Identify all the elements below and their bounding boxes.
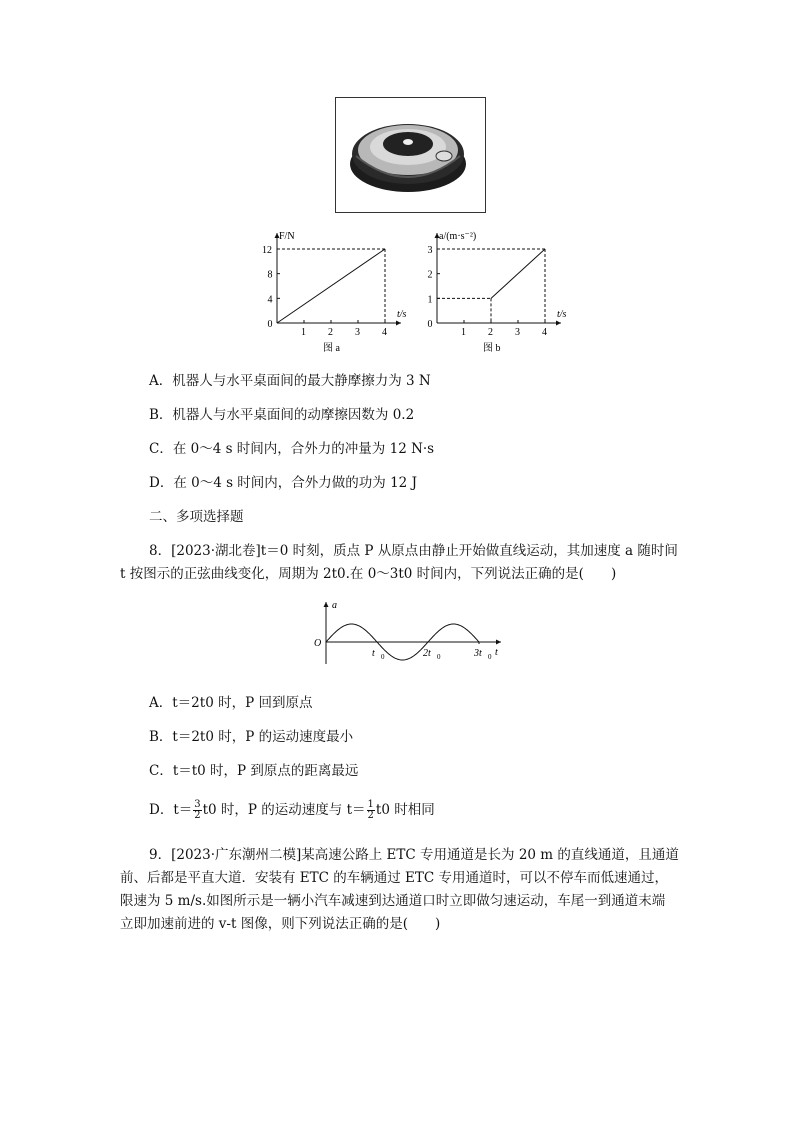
fraction-one-half [367, 800, 375, 821]
q8-option-b: B．t＝2t0 时，P 的运动速度最小 [149, 729, 354, 745]
sine-tick-label-1: t [372, 648, 375, 659]
chart-a-y-tick-label: 12 [262, 245, 272, 256]
q9-line-4: 立即加速前进的 v-t 图像，则下列说法正确的是( ) [120, 916, 441, 932]
chart-b-y-label: a/(m·s⁻²) [439, 231, 477, 242]
q7-option-d: D．在 0～4 s 时间内，合外力做的功为 12 J [149, 475, 417, 491]
chart-b-y-tick-label: 2 [427, 269, 433, 281]
q8-line-2: t 按图示的正弦曲线变化，周期为 2t0.在 0～3t0 时间内，下列说法正确的是( ) [120, 566, 617, 582]
sine-tick-sub-2: 0 [437, 653, 441, 661]
robot-vacuum-image [336, 98, 485, 212]
chart-a-x-tick-label: 4 [382, 327, 387, 338]
sine-tick-sub-3: 0 [488, 653, 492, 661]
chart-a-x-tick-label: 3 [355, 327, 360, 338]
chart-a [255, 228, 415, 358]
q8-d-suffix: t0 时相同 [375, 802, 435, 818]
chart-b-x-arrow [556, 321, 561, 326]
chart-b [415, 228, 575, 358]
section-heading: 二、多项选择题 [149, 509, 244, 525]
chart-a-x-arrow [396, 321, 401, 326]
chart-b-x-tick-label: 2 [488, 327, 493, 338]
chart-a-y-tick-label: 4 [267, 294, 273, 306]
chart-a-y-label: F/N [279, 231, 295, 242]
q9-line-2: 前、后都是平直大道．安装有 ETC 的车辆通过 ETC 专用通道时，可以不停车而低速通过， [120, 870, 669, 886]
sine-tick-label-3: 3t [474, 648, 482, 659]
chart-b-y-tick-label: 1 [427, 294, 433, 306]
chart-b-series-line [491, 249, 545, 298]
chart-a-x-tick-label: 1 [301, 327, 306, 338]
sine-chart [308, 598, 508, 668]
chart-a-x-label: t/s [397, 309, 407, 320]
q8-d-middle: t0 时，P 的运动速度与 t＝ [202, 802, 366, 818]
frac-den: 2 [194, 810, 201, 821]
q8-d-prefix: D．t＝ [149, 802, 193, 818]
frac-num: 3 [194, 799, 201, 810]
q9-line-1: 9．[2023·广东潮州二模]某高速公路上 ETC 专用通道是长为 20 m 的直线通道，且通道 [149, 847, 679, 863]
chart-a-y-tick-label: 8 [267, 269, 273, 281]
sine-x-arrow [496, 640, 501, 645]
frac-den: 2 [367, 810, 374, 821]
sine-y-arrow [324, 602, 329, 607]
chart-a-caption: 图 a [323, 343, 340, 354]
q8-option-c: C．t＝t0 时，P 到原点的距离最远 [149, 763, 359, 779]
sine-tick-sub-1: 0 [381, 653, 385, 661]
fraction-three-halves [193, 800, 201, 821]
chart-a-x-tick-label: 2 [328, 327, 333, 338]
q9-line-3: 限速为 5 m/s.如图所示是一辆小汽车减速到达通道口时立即做匀速运动，车尾一到通道末端 [120, 893, 666, 909]
q8-line-1: 8．[2023·湖北卷]t＝0 时刻，质点 P 从原点由静止开始做直线运动，其加速度 a 随时间 [149, 543, 678, 559]
sine-tick-label-2: 2t [423, 648, 431, 659]
chart-b-x-tick-label: 1 [461, 327, 466, 338]
chart-b-x-label: t/s [557, 309, 567, 320]
chart-b-x-tick-label: 3 [515, 327, 520, 338]
sine-origin-label: O [314, 638, 322, 649]
frac-num: 1 [367, 799, 374, 810]
chart-b-y-tick-label: 3 [427, 245, 433, 256]
q8-option-a: A．t＝2t0 时，P 回到原点 [149, 695, 313, 711]
chart-b-x-tick-label: 4 [542, 327, 547, 338]
q8-option-d [149, 800, 435, 821]
chart-a-series-line [277, 249, 385, 323]
chart-a-y-tick-label: 0 [267, 319, 273, 330]
chart-b-caption: 图 b [483, 343, 501, 354]
chart-b-y-tick-label: 0 [427, 319, 433, 330]
sine-y-label: a [332, 600, 337, 611]
q7-option-b: B．机器人与水平桌面间的动摩擦因数为 0.2 [149, 407, 415, 423]
q7-option-a: A．机器人与水平桌面间的最大静摩擦力为 3 N [149, 373, 431, 389]
q7-option-c: C．在 0～4 s 时间内，合外力的冲量为 12 N·s [149, 441, 435, 457]
robot-photo [335, 97, 486, 213]
sine-x-label: t [495, 647, 498, 658]
